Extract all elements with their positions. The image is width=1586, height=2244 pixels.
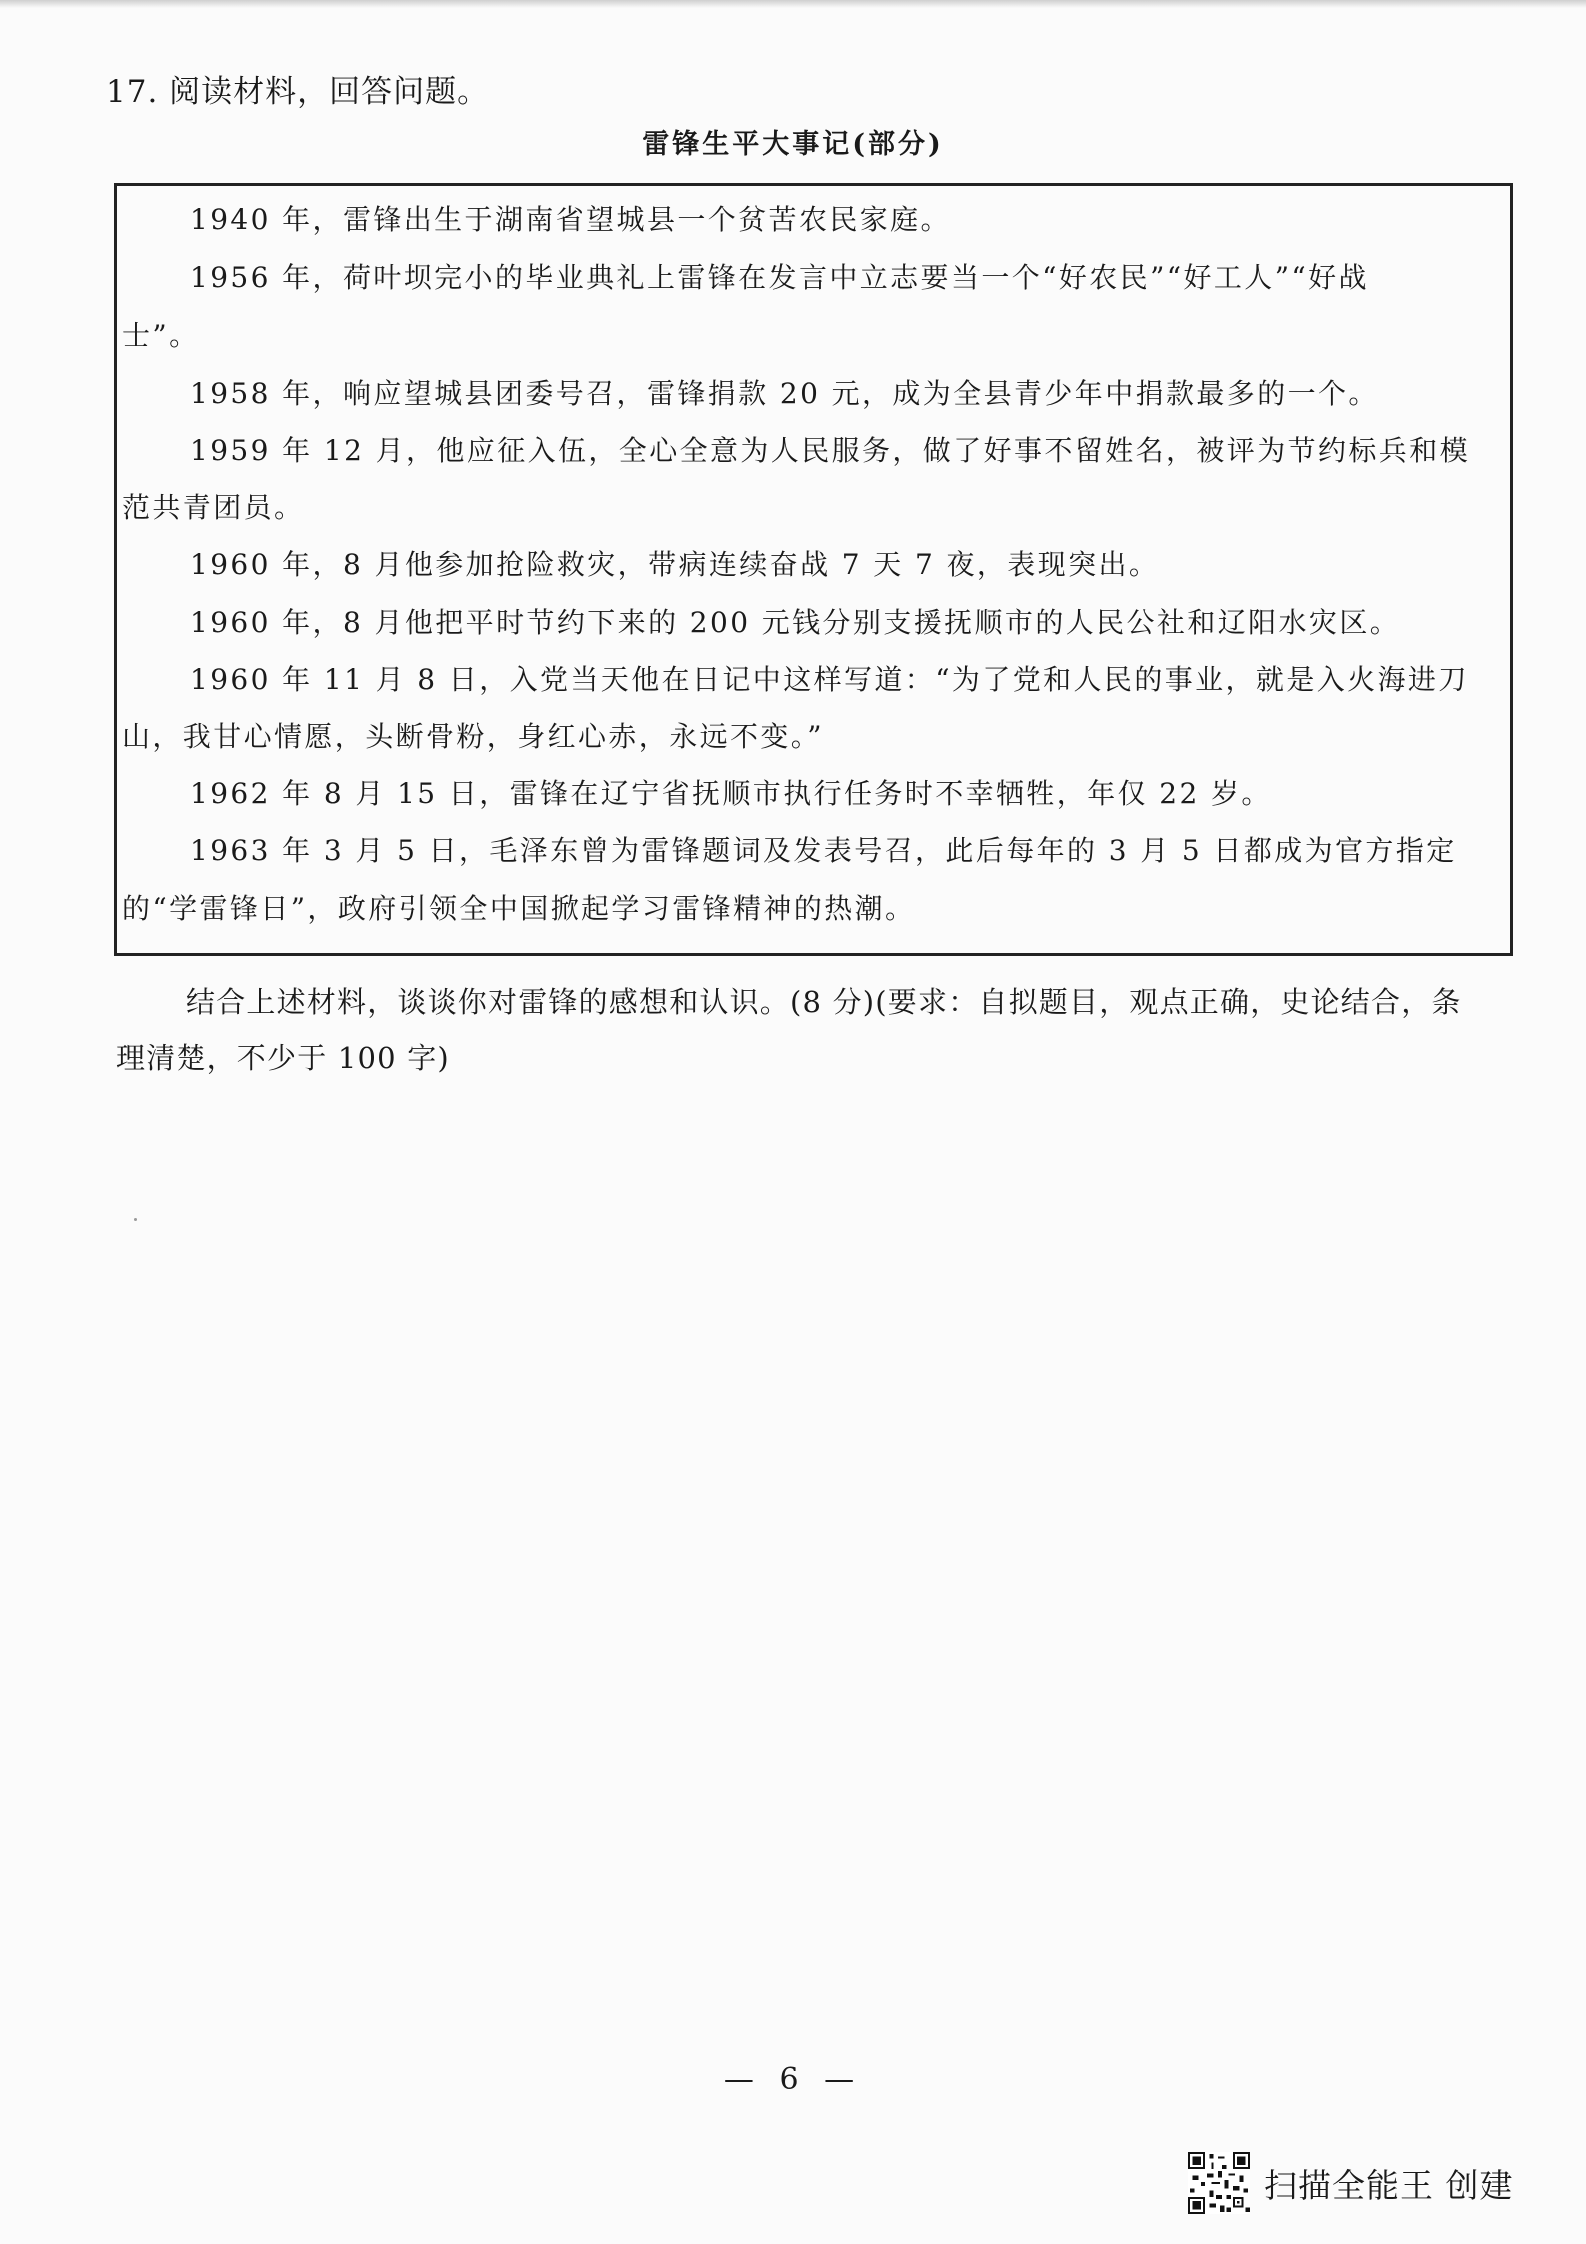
answer-prompt: 结合上述材料，谈谈你对雷锋的感想和认识。(8 分)(要求：自拟题目，观点正确，史论结合，条 [186,985,1462,1019]
material-line: 1959 年 12 月，他应征入伍，全心全意为人民服务，做了好事不留姓名，被评为节约标兵和模 [190,434,1470,467]
material-line: 1956 年，荷叶坝完小的毕业典礼上雷锋在发言中立志要当一个“好农民”“好工人”“好战 [190,261,1369,294]
material-line: 1960 年 11 月 8 日，入党当天他在日记中这样写道：“为了党和人民的事业，就是入火海进刀 [190,663,1469,696]
scan-speck [134,1218,137,1221]
material-line: 1963 年 3 月 5 日，毛泽东曾为雷锋题词及发表号召，此后每年的 3 月 5 日都成为官方指定 [190,834,1457,867]
material-line: 1940 年，雷锋出生于湖南省望城县一个贫苦农民家庭。 [190,203,951,236]
qr-code-icon [1188,2152,1250,2214]
material-line: 1958 年，响应望城县团委号召，雷锋捐款 20 元，成为全县青少年中捐款最多的一个。 [190,377,1379,410]
material-line: 的“学雷锋日”，政府引领全中国掀起学习雷锋精神的热潮。 [122,892,916,925]
scanner-watermark [1188,2152,1514,2214]
materials-heading: 雷锋生平大事记(部分) [642,129,944,160]
page-number: — 6 — [723,2062,863,2097]
page-edge-shadow [0,0,1586,8]
watermark-text: 扫描全能王 创建 [1264,2165,1514,2205]
material-line: 1962 年 8 月 15 日，雷锋在辽宁省抚顺市执行任务时不幸牺牲，年仅 22 岁。 [190,777,1272,810]
material-line: 1960 年，8 月他把平时节约下来的 200 元钱分别支援抚顺市的人民公社和辽阳水灾区。 [190,606,1401,639]
material-line: 1960 年，8 月他参加抢险救灾，带病连续奋战 7 天 7 夜，表现突出。 [190,548,1160,581]
answer-prompt-continued: 理清楚，不少于 100 字) [116,1041,450,1075]
question-title: 17. 阅读材料，回答问题。 [106,74,490,110]
material-line: 范共青团员。 [122,491,305,524]
material-line: 山，我甘心情愿，头断骨粉，身红心赤，永远不变。” [122,720,824,753]
material-line: 士”。 [122,319,200,352]
